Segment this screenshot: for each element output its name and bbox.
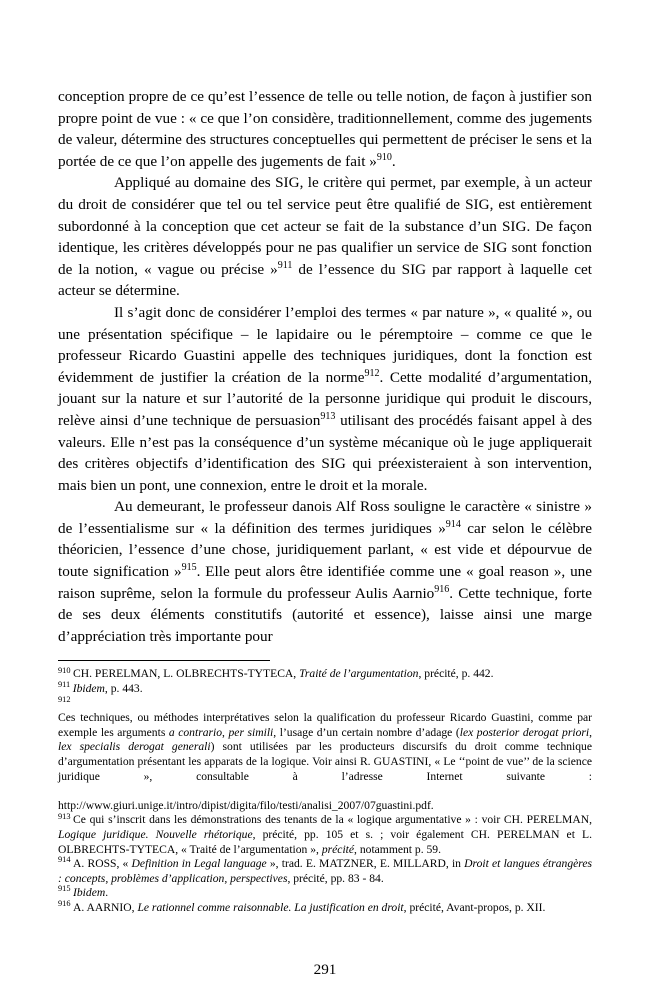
footnote-entry (58, 857, 592, 886)
text-run: A. AARNIO, (73, 900, 138, 914)
italic-text: Droit et langues étrangères : concepts, problèmes d’application, perspectives (58, 857, 592, 885)
text-run: conception propre de ce qu’est l’essence de telle ou telle notion, de façon à justifier son propre point de vue : « ce que l’on considère, traditionnellement, comme des jugements de valeur, détermine des structures conceptuelles qui permettent de préciser le sens et la portée de ce que l’on appelle des jugements de fait » (58, 88, 592, 170)
italic-text: Traité de l’argumentation (299, 667, 419, 681)
body-paragraph (58, 86, 592, 172)
text-run: utilisant des procédés faisant appel à des valeurs. Elle n’est pas la conséquence d’un système mécanique où le juge appliquerait des critères objectifs d’identification des SIG qui préexisteraient à son intervention, mais bien un pont, une connexion, entre le droit et la morale. (58, 411, 592, 494)
text-run: , (589, 725, 592, 739)
italic-text: lex specialis derogat generali (58, 740, 211, 754)
text-run: , (222, 725, 229, 739)
text-run: . (105, 886, 109, 900)
italic-text: lex posterior derogat priori (459, 725, 590, 739)
text-run: , précité, pp. 83 - 84. (287, 871, 384, 885)
text-run: Appliqué au domaine des SIG, le critère qui permet, par exemple, à un acteur du droit de considérer que tel ou tel service peut être qualifié de SIG, est entièrement subordonné à la conception que cet acteur se fait de la substance d’un SIG. De façon identique, les critères développés pour ne pas qualifier un service de SIG sont fonction de la notion, « vague ou précise » (58, 174, 592, 278)
body-paragraph (58, 496, 592, 647)
text-run: , notamment p. 59. (354, 842, 441, 856)
body-paragraph (58, 172, 592, 302)
text-run: car selon le célèbre théoricien, l’essence d’une chose, juridiquement parlant, « est vide et dépourvue de toute signification » (58, 519, 592, 581)
footnote-reference-marker: 910 (376, 151, 392, 163)
text-run: , précité, p. 442. (418, 667, 494, 681)
footnote-number: 910 (58, 665, 71, 675)
footnote-reference-marker: 913 (320, 410, 336, 422)
footnote-number: 915 (58, 884, 71, 894)
text-run: . Elle peut alors être identifiée comme une « goal reason », une raison suprême, selon la formule du professeur Aulis Aarnio (58, 563, 592, 602)
footnote-number: 912 (58, 694, 71, 704)
text-run: Au demeurant, le professeur danois Alf Ross souligne le caractère « sinistre » de l’essentialisme sur « la définition des termes juridiques » (58, 498, 592, 537)
text-run: , précité, Avant-propos, p. XII. (403, 900, 546, 914)
text-run: CH. PERELMAN, L. OLBRECHTS-TYTECA, (73, 667, 300, 681)
page-number: 291 (313, 961, 337, 978)
text-run: », trad. E. MATZNER, E. MILLARD, in (266, 857, 465, 871)
text-run: , l’usage d’un certain nombre d’adage ( (273, 725, 460, 739)
text-run: , précité, pp. 105 et s. ; voir également CH. PERELMAN et L. OLBRECHTS-TYTECA, « Traité de l’argumentation », (58, 827, 592, 856)
italic-text: a contrario (168, 725, 223, 739)
footnote-entry (58, 886, 592, 901)
text-run: . Cette modalité d’argumentation, jouant sur la nature et sur l’autorité de la personne juridique qui produit le discours, relève ainsi d’une technique de persuasion (58, 368, 592, 429)
footnote-number: 913 (58, 811, 71, 821)
footnote-entry (58, 813, 592, 857)
footnote-number: 911 (58, 680, 71, 690)
footnote-url: http://www.giuri.unige.it/intro/dipist/digita/filo/testi/analisi_2007/07guastini.pdf. (58, 798, 434, 812)
text-run: Ces techniques, ou méthodes interprétatives selon la qualification du professeur Ricardo Guastini, comme par exemple les arguments (58, 711, 592, 739)
body-text-column (58, 86, 592, 647)
footnote-reference-marker: 915 (181, 562, 197, 573)
italic-text: Ibidem (73, 886, 106, 900)
italic-text: Ibidem (72, 682, 105, 696)
italic-text: Le rationnel comme raisonnable. La justification en droit (137, 900, 404, 914)
text-run: . Cette technique, forte de ses deux éléments constitutifs (autorité et essence), laisse ainsi une marge d’appréciation très importante pour (58, 584, 593, 645)
footnote-reference-marker: 911 (277, 259, 293, 271)
body-paragraph (58, 302, 592, 496)
text-run: Ce qui s’inscrit dans les démonstrations des tenants de la « logique argumentative » : voir CH. PERELMAN, (73, 813, 592, 827)
footnote-body (58, 711, 592, 799)
footnote-number: 914 (58, 855, 71, 865)
italic-text: Logique juridique. Nouvelle rhétorique (58, 827, 253, 841)
text-run: . (391, 152, 396, 170)
footnote-entry (58, 667, 592, 682)
text-run: A. ROSS, « (73, 857, 132, 871)
text-run: ) sont utilisées par les producteurs discursifs du droit comme technique d’argumentation présentant les apparats de la logique. Voir ainsi R. GUASTINI, « Le ‘‘point de vue’’ de la science juridique », consultable à l’adresse Internet suivante : (58, 740, 592, 783)
footnote-entry (58, 694, 592, 814)
text-run: Il s’agit donc de considérer l’emploi des termes « par nature », « qualité », ou une présentation spécifique – le lapidaire ou le péremptoire – comme ce que le professeur Ricardo Guastini appelle des techniques juridiques, dont la fonction est évidemment de justifier la création de la norme (58, 303, 592, 386)
italic-text: per simili (228, 725, 274, 739)
italic-text: Definition in Legal language (131, 857, 267, 871)
footnote-reference-marker: 914 (445, 518, 461, 530)
text-run: de l’essence du SIG par rapport à laquelle cet acteur se détermine. (58, 260, 592, 300)
footnote-reference-marker: 916 (434, 583, 450, 595)
footnote-number: 916 (58, 899, 71, 909)
footnote-entry (58, 901, 592, 916)
text-run: , p. 443. (104, 682, 143, 696)
footnote-reference-marker: 912 (364, 367, 380, 379)
italic-text: précité (321, 842, 355, 856)
footnote-entry (58, 682, 592, 697)
footnotes-section (58, 667, 592, 915)
footnote-separator-rule (58, 660, 270, 661)
